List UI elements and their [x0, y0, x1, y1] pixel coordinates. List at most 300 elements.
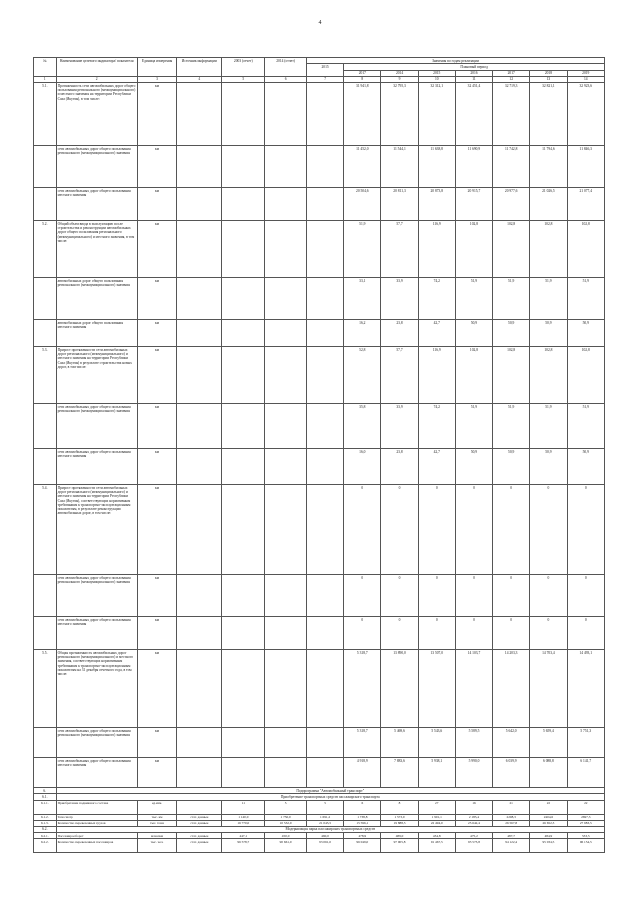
row-number	[34, 188, 57, 221]
column-number: 4	[177, 76, 222, 82]
row-value: 16,0	[344, 449, 381, 485]
row-name: сети автомобильных дорог общего пользования регионального (межмуниципального) значения	[56, 146, 137, 188]
row-source: стат. данные	[177, 839, 222, 853]
row-value: 35,8	[344, 404, 381, 449]
row-value	[222, 575, 265, 617]
row-value: 11 690,9	[455, 146, 492, 188]
row-value: 1 738,8	[344, 814, 381, 820]
row-name: сети автомобильных дорог общего пользования регионального (межмуниципального) значения	[56, 575, 137, 617]
row-name: Протяженность сети автомобильных дорог общего пользования регионального (межмуниципального) и местного значения на территории Республики Саха (Якутия), в том числе:	[56, 83, 137, 146]
row-value	[306, 758, 343, 788]
column-number: 7	[306, 76, 343, 82]
row-value: 8	[381, 800, 418, 814]
row-value: 6	[344, 800, 381, 814]
row-value	[265, 650, 307, 728]
row-unit: тыс. тонн	[137, 820, 176, 826]
column-number: 2	[56, 76, 137, 82]
row-value	[222, 146, 265, 188]
table-row	[34, 347, 605, 404]
row-value: 4 918,9	[344, 758, 381, 788]
table-row	[34, 839, 605, 853]
header-year: 2018	[530, 70, 567, 76]
row-value	[306, 617, 343, 650]
row-value: 32 312,1	[418, 83, 455, 146]
table-row	[34, 617, 605, 650]
table-row	[34, 449, 605, 485]
row-value: 484,9	[530, 833, 567, 839]
table-row	[34, 728, 605, 758]
header-year: 2014	[381, 70, 418, 76]
row-value: 0	[455, 485, 492, 575]
row-unit: км	[137, 449, 176, 485]
row-value: 0	[493, 617, 530, 650]
row-value: 460,0	[306, 833, 343, 839]
row-value: 5 318,7	[344, 728, 381, 758]
row-value: 51,9	[493, 404, 530, 449]
row-value: 0	[381, 617, 418, 650]
row-source	[177, 650, 222, 728]
row-value: 5 990,0	[455, 758, 492, 788]
row-value: 74,2	[418, 404, 455, 449]
row-value: 1 140,0	[222, 814, 265, 820]
row-value: 21 043,5	[306, 820, 343, 826]
row-value: 31 941,8	[344, 83, 381, 146]
row-value: 447,1	[222, 833, 265, 839]
row-number	[34, 617, 57, 650]
column-number: 10	[418, 76, 455, 82]
table-row	[34, 83, 605, 146]
row-value	[222, 485, 265, 575]
row-value	[306, 650, 343, 728]
table-row	[34, 188, 605, 221]
row-number: 6.2.1.	[34, 833, 57, 839]
row-value	[306, 404, 343, 449]
column-number: 5	[222, 76, 265, 82]
row-value: 6 141,7	[567, 758, 604, 788]
row-value: 489,0	[381, 833, 418, 839]
row-value: 11 544,1	[381, 146, 418, 188]
row-value: 90 661,0	[265, 839, 307, 853]
row-value: 52,8	[344, 347, 381, 404]
row-value: 26 567,8	[493, 820, 530, 826]
row-value: 32 719,3	[493, 83, 530, 146]
row-name: Пассажирооборот	[56, 833, 137, 839]
row-value: 20 504,6	[344, 188, 381, 221]
row-value: 0	[455, 617, 492, 650]
row-unit: км	[137, 347, 176, 404]
column-number: 14	[567, 76, 604, 82]
row-value: 91 467,5	[418, 839, 455, 853]
row-value: 0	[567, 485, 604, 575]
row-value: 51,9	[530, 278, 567, 320]
row-name: Количество перевезенных грузов	[56, 820, 137, 826]
row-value: 10 532,0	[265, 820, 307, 826]
table-row	[34, 485, 605, 575]
row-value: 0	[418, 617, 455, 650]
row-value: 21 077,4	[567, 188, 604, 221]
row-name: Прирост протяженности сети автомобильных дорог регионального (межмуниципального) и местного значения на территории Республики Саха (Якутия), соответствующих нормативным требованиям к транспортно-эксплуатационным показателям, в результате реконструкции автомобильных дорог, в том числе:	[56, 485, 137, 575]
row-value: 57,7	[381, 221, 418, 278]
header-year: 2016	[455, 70, 492, 76]
row-value	[265, 320, 307, 347]
row-value	[222, 320, 265, 347]
row-value: 33,1	[344, 278, 381, 320]
section-number: 6.	[34, 788, 57, 794]
row-value	[222, 758, 265, 788]
table-row	[34, 404, 605, 449]
row-unit: км	[137, 278, 176, 320]
row-value: 5 659,4	[530, 728, 567, 758]
row-name: сети автомобильных дорог общего пользования местного значения	[56, 758, 137, 788]
row-number: 5.5.	[34, 650, 57, 728]
row-value	[265, 728, 307, 758]
column-number: 8	[344, 76, 381, 82]
row-unit: тыс. км	[137, 814, 176, 820]
row-value: 21 026,5	[530, 188, 567, 221]
row-value: 13 507,0	[418, 650, 455, 728]
row-value: 475,2	[455, 833, 492, 839]
row-value	[306, 221, 343, 278]
header-year: 2017	[344, 70, 381, 76]
row-value	[306, 188, 343, 221]
row-value: 11 452,0	[344, 146, 381, 188]
row-value: 14 493,1	[567, 650, 604, 728]
row-source: стат. данные	[177, 814, 222, 820]
row-source	[177, 347, 222, 404]
row-value: 42,7	[418, 320, 455, 347]
section-number: 6.1.	[34, 794, 57, 800]
section-title: Приобретение транспортных средств пассажирского транспорта	[56, 794, 604, 800]
row-source: стат. данные	[177, 833, 222, 839]
row-value	[222, 449, 265, 485]
table-row	[34, 278, 605, 320]
row-value: 5 318,7	[344, 650, 381, 728]
row-value: 6 088,8	[530, 758, 567, 788]
row-name: сети автомобильных дорог общего пользования регионального (межмуниципального) значения	[56, 404, 137, 449]
row-value: 0	[344, 485, 381, 575]
row-value: 0	[567, 617, 604, 650]
header-values-group: Значения по годам реализации	[306, 58, 604, 64]
header-plan-period: Плановый период	[344, 64, 605, 70]
row-number: 5.2.	[34, 221, 57, 278]
row-unit: км	[137, 485, 176, 575]
row-value: 2404,6	[530, 814, 567, 820]
row-value: 20 811,3	[381, 188, 418, 221]
header-2014: 2014 (отчет)	[265, 58, 307, 77]
row-value	[306, 575, 343, 617]
row-value: 5 543,6	[418, 728, 455, 758]
row-value: 15 596,1	[344, 820, 381, 826]
header-no: №	[34, 58, 57, 77]
row-unit: км	[137, 146, 176, 188]
row-number	[34, 758, 57, 788]
row-value: 33,9	[381, 404, 418, 449]
row-name: сети автомобильных дорог общего пользования местного значения	[56, 617, 137, 650]
row-unit: км	[137, 320, 176, 347]
indicators-table	[33, 57, 605, 853]
table-row	[34, 146, 605, 188]
row-number: 5.4.	[34, 485, 57, 575]
header-2003: 2003 (отчет)	[222, 58, 265, 77]
row-unit: км	[137, 575, 176, 617]
table-row	[34, 800, 605, 814]
row-number: 5.3.	[34, 347, 57, 404]
row-value: 94 122,4	[493, 839, 530, 853]
row-value: 1 573,0	[381, 814, 418, 820]
row-value	[222, 221, 265, 278]
header-unit: Единица измерения	[137, 58, 176, 77]
row-value: 16	[455, 800, 492, 814]
row-value: 0	[530, 575, 567, 617]
row-unit: км	[137, 221, 176, 278]
row-value: 5	[306, 800, 343, 814]
row-unit: км	[137, 617, 176, 650]
row-name: Прирост протяженности сети автомобильных дорог регионального (межмуниципального) и местного значения на территории Республики Саха (Якутия) в результате строительства новых дорог, в том числе:	[56, 347, 137, 404]
row-value: 102,8	[530, 221, 567, 278]
row-value: 20 873,8	[418, 188, 455, 221]
row-number	[34, 728, 57, 758]
row-value	[265, 485, 307, 575]
row-value: 11 846,3	[567, 146, 604, 188]
row-unit: км	[137, 650, 176, 728]
row-value: 16,2	[344, 320, 381, 347]
row-value: 11 742,8	[493, 146, 530, 188]
row-name: Общий объем ввода в эксплуатацию после строительства и реконструкции автомобильных дорог общего пользования регионального (межмуниципального) и местного значения, в том числе:	[56, 221, 137, 278]
row-value: 21	[493, 800, 530, 814]
row-value	[265, 347, 307, 404]
row-source	[177, 320, 222, 347]
row-value: 6 039,9	[493, 758, 530, 788]
row-value: 102,8	[567, 347, 604, 404]
section-title: Модернизация парка пассажирских транспортных средств	[56, 826, 604, 832]
row-value: 2208,3	[493, 814, 530, 820]
row-value: 0	[530, 485, 567, 575]
row-value: 0	[381, 485, 418, 575]
row-value: 434,8	[418, 833, 455, 839]
row-value	[265, 278, 307, 320]
row-value: 102,8	[455, 221, 492, 278]
row-value: 32 821,1	[530, 83, 567, 146]
row-value: 51,9	[455, 278, 492, 320]
row-name: автомобильных дорог общего пользования местного значения	[56, 320, 137, 347]
row-source	[177, 83, 222, 146]
row-value: 487,7	[493, 833, 530, 839]
row-value: 50,9	[455, 320, 492, 347]
row-number	[34, 278, 57, 320]
row-source	[177, 758, 222, 788]
row-value: 22 494,0	[418, 820, 455, 826]
row-value: 116,9	[418, 347, 455, 404]
row-number	[34, 449, 57, 485]
row-number: 6.1.3.	[34, 820, 57, 826]
row-value: 1 901,1	[418, 814, 455, 820]
header-year: 2019	[567, 70, 604, 76]
row-value	[265, 575, 307, 617]
row-value	[265, 221, 307, 278]
row-unit: км	[137, 188, 176, 221]
table-row	[34, 575, 605, 617]
header-name: Наименование целевого индикатора/ показателя	[56, 58, 137, 77]
row-value	[265, 188, 307, 221]
row-value: 97 905,8	[381, 839, 418, 853]
row-source	[177, 188, 222, 221]
row-value	[306, 347, 343, 404]
row-name: Общая протяженность автомобильных дорог регионального (межмуниципального) и местного значения, соответствующих нормативным требованиям к транспортно-эксплуатационным показателям на 31 декабря отчетного года, в том числе:	[56, 650, 137, 728]
row-value: 116,9	[418, 221, 455, 278]
section-number: 6.2.	[34, 826, 57, 832]
row-value: 51,9	[530, 404, 567, 449]
row-unit: тыс. чел.	[137, 839, 176, 853]
row-value: 14 103,7	[455, 650, 492, 728]
row-value: 20 915,7	[455, 188, 492, 221]
row-source	[177, 575, 222, 617]
row-source	[177, 617, 222, 650]
row-value	[306, 146, 343, 188]
row-value: 96 154,5	[567, 839, 604, 853]
row-unit: км	[137, 404, 176, 449]
row-name: автомобильных дорог общего пользования регионального (межмуниципального) значения	[56, 278, 137, 320]
row-value	[222, 617, 265, 650]
page-number: 4	[318, 20, 322, 26]
row-unit: млн.пкм	[137, 833, 176, 839]
row-value: 5	[265, 800, 307, 814]
column-number: 6	[265, 76, 307, 82]
row-value: 13 890,0	[381, 650, 418, 728]
row-value: 5 589,5	[455, 728, 492, 758]
row-value: 0	[381, 575, 418, 617]
row-number	[34, 575, 57, 617]
row-value: 19 888,3	[381, 820, 418, 826]
row-value	[265, 404, 307, 449]
row-name: Приобретение подвижного состава	[56, 800, 137, 814]
row-source: стат. данные	[177, 820, 222, 826]
row-value	[222, 728, 265, 758]
row-value	[306, 728, 343, 758]
row-value: 102,8	[493, 221, 530, 278]
row-number	[34, 320, 57, 347]
header-year: 2015	[418, 70, 455, 76]
row-value: 11 638,8	[418, 146, 455, 188]
row-value	[306, 485, 343, 575]
row-name: Техосмотр	[56, 814, 137, 820]
table-row	[34, 758, 605, 788]
row-value: 42,7	[418, 449, 455, 485]
row-source	[177, 221, 222, 278]
row-value	[306, 449, 343, 485]
row-value	[265, 617, 307, 650]
row-value: 16 770,0	[222, 820, 265, 826]
row-number: 5.1.	[34, 83, 57, 146]
row-value: 0	[418, 485, 455, 575]
row-value: 2 183,4	[455, 814, 492, 820]
row-source	[177, 278, 222, 320]
row-value	[265, 83, 307, 146]
row-unit: км	[137, 83, 176, 146]
row-value: 0	[493, 575, 530, 617]
row-value	[265, 449, 307, 485]
row-value: 51,9	[455, 404, 492, 449]
row-value: 50,9	[567, 320, 604, 347]
column-number: 12	[493, 76, 530, 82]
header-year: 2017	[493, 70, 530, 76]
row-value: 50,9	[455, 449, 492, 485]
row-value: 478,9	[344, 833, 381, 839]
row-value: 14 203,3	[493, 650, 530, 728]
row-value: 11 794,6	[530, 146, 567, 188]
row-value: 14 703,4	[530, 650, 567, 728]
row-value: 95 034,5	[530, 839, 567, 853]
row-name: сети автомобильных дорог общего пользования местного значения	[56, 449, 137, 485]
row-value: 32 795,3	[381, 83, 418, 146]
row-value: 102,8	[493, 347, 530, 404]
row-value	[306, 83, 343, 146]
table-row	[34, 650, 605, 728]
row-value: 0	[567, 575, 604, 617]
row-value: 51,9	[344, 221, 381, 278]
row-value: 1 750,0	[265, 814, 307, 820]
row-value: 51,9	[493, 278, 530, 320]
table-row	[34, 221, 605, 278]
row-value: 2697,3	[567, 814, 604, 820]
row-value: 0	[493, 485, 530, 575]
row-number: 6.1.1.	[34, 800, 57, 814]
row-source	[177, 449, 222, 485]
row-value: 0	[418, 575, 455, 617]
row-value: 23,8	[381, 449, 418, 485]
row-value: 20 977,6	[493, 188, 530, 221]
header-source: Источник информации	[177, 58, 222, 77]
row-value: 25 642,4	[455, 820, 492, 826]
row-value: 32 451,4	[455, 83, 492, 146]
row-value: 51,9	[567, 404, 604, 449]
row-value	[222, 347, 265, 404]
row-value	[222, 83, 265, 146]
row-value	[306, 278, 343, 320]
row-value: 1 691,2	[306, 814, 343, 820]
row-value	[265, 146, 307, 188]
row-source	[177, 800, 222, 814]
row-value	[222, 404, 265, 449]
column-number: 3	[137, 76, 176, 82]
row-value: 51,9	[567, 278, 604, 320]
row-number: 6.1.2.	[34, 814, 57, 820]
row-value: 50,9	[530, 449, 567, 485]
row-value: 33,9	[381, 278, 418, 320]
row-value	[306, 320, 343, 347]
row-value: 11	[222, 800, 265, 814]
row-value: 27 983,5	[567, 820, 604, 826]
row-name: Количество перевезенных пассажиров	[56, 839, 137, 853]
row-name: сети автомобильных дорог общего пользования местного значения	[56, 188, 137, 221]
row-name: сети автомобильных дорог общего пользования регионального (межмуниципального) значения	[56, 728, 137, 758]
row-value: 57,7	[381, 347, 418, 404]
row-value: 50,9	[493, 320, 530, 347]
row-source	[177, 404, 222, 449]
row-value: 5 938,1	[418, 758, 455, 788]
column-number: 1	[34, 76, 57, 82]
row-value: 0	[344, 575, 381, 617]
row-value	[222, 278, 265, 320]
row-value: 5 751,3	[567, 728, 604, 758]
row-value: 50,9	[493, 449, 530, 485]
row-number	[34, 404, 57, 449]
row-number	[34, 146, 57, 188]
row-unit: ед.изм.	[137, 800, 176, 814]
row-value: 93 061,0	[306, 839, 343, 853]
row-value	[265, 758, 307, 788]
row-value: 96 049,0	[344, 839, 381, 853]
row-value: 93 573,8	[455, 839, 492, 853]
